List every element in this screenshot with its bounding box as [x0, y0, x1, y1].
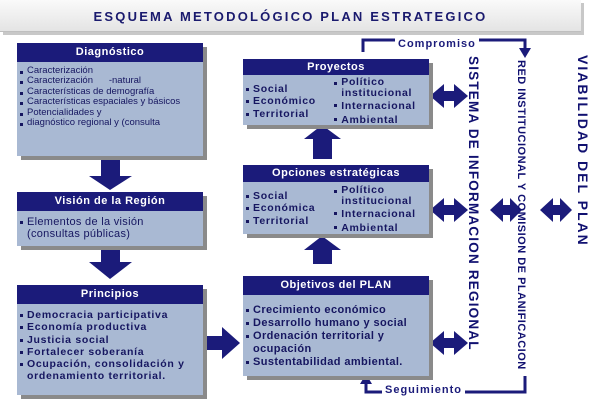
arrow-vision-principios	[89, 249, 132, 279]
list-item: Potencialidades y	[27, 108, 199, 118]
opciones-left-list	[243, 182, 331, 235]
sistema-informacion-regional-label: SISTEMA DE INFORMACION REGIONAL	[466, 56, 481, 351]
list-item: Ordenación territorial y ocupación	[253, 330, 425, 356]
list-item: Social	[253, 83, 331, 95]
proyectos-left-list	[243, 75, 331, 127]
list-item: Territorial	[253, 108, 331, 120]
list-item: Social	[253, 190, 331, 202]
proyectos-title: Proyectos	[243, 59, 429, 75]
list-item: Caracterización	[27, 66, 199, 76]
compromiso-label: Compromiso	[395, 38, 479, 50]
principios-box	[17, 285, 203, 395]
diagram-title: ESQUEMA METODOLÓGICO PLAN ESTRATEGICO	[93, 9, 488, 24]
diagnostico-list	[17, 62, 203, 128]
double-arrow-objetivos	[430, 331, 468, 355]
arrow-objetivos-opciones	[304, 236, 341, 264]
double-arrow-opciones	[430, 198, 468, 222]
list-item: Crecimiento económico	[253, 304, 425, 317]
diagnostico-box	[17, 43, 203, 156]
arrow-diagnostico-vision	[89, 160, 132, 190]
proyectos-box	[243, 59, 429, 125]
list-item: Elementos de la visión (consultas públicas)	[27, 216, 199, 241]
double-arrow-red-viabilidad	[540, 198, 572, 222]
list-item: Democracia participativa	[27, 309, 199, 321]
vision-title: Visión de la Región	[17, 192, 203, 211]
double-arrow-proyectos	[430, 84, 468, 108]
list-item: Características de demografía	[27, 87, 199, 97]
list-item: Economía productiva	[27, 321, 199, 333]
vision-box	[17, 192, 203, 246]
red-institucional-label: RED INSTITUCIONAL Y COMISION DE PLANIFICACION	[515, 60, 527, 370]
list-item: Fortalecer soberanía	[27, 346, 199, 358]
list-item: Territorial	[253, 215, 331, 227]
list-item: Ambiental	[341, 221, 429, 235]
compromiso-arrowhead	[519, 48, 531, 58]
list-item: Ambiental	[341, 113, 429, 127]
list-item: Político institucional	[341, 185, 429, 207]
arrow-principios-objetivos	[203, 327, 240, 359]
principios-list	[17, 304, 203, 383]
opciones-columns	[243, 182, 429, 235]
proyectos-right-list	[331, 75, 429, 127]
list-item: Político institucional	[341, 77, 429, 99]
objetivos-list	[243, 295, 429, 369]
list-item: Características espaciales y básicos	[27, 97, 199, 107]
objetivos-title: Objetivos del PLAN	[243, 276, 429, 295]
objetivos-box	[243, 276, 429, 376]
viabilidad-plan-label: VIABILIDAD DEL PLAN	[575, 55, 591, 247]
list-item: Internacional	[341, 207, 429, 221]
seguimiento-label: Seguimiento	[382, 384, 465, 396]
opciones-right-list	[331, 182, 429, 235]
principios-title: Principios	[17, 285, 203, 304]
arrow-opciones-proyectos	[304, 125, 341, 159]
list-item: Caracterización -natural	[27, 76, 199, 86]
diagnostico-title: Diagnóstico	[17, 43, 203, 62]
list-item: Sustentabilidad ambiental.	[253, 356, 425, 369]
list-item: diagnóstico regional y (consulta	[27, 118, 199, 128]
vision-list	[17, 211, 203, 241]
proyectos-columns	[243, 75, 429, 127]
list-item: Justicia social	[27, 334, 199, 346]
list-item: Desarrollo humano y social	[253, 317, 425, 330]
opciones-title: Opciones estratégicas	[243, 165, 429, 182]
opciones-box	[243, 165, 429, 234]
list-item: Ocupación, consolidación y ordenamiento territorial.	[27, 358, 199, 383]
list-item: Económico	[253, 95, 331, 107]
list-item: Internacional	[341, 99, 429, 113]
list-item: Económica	[253, 202, 331, 214]
